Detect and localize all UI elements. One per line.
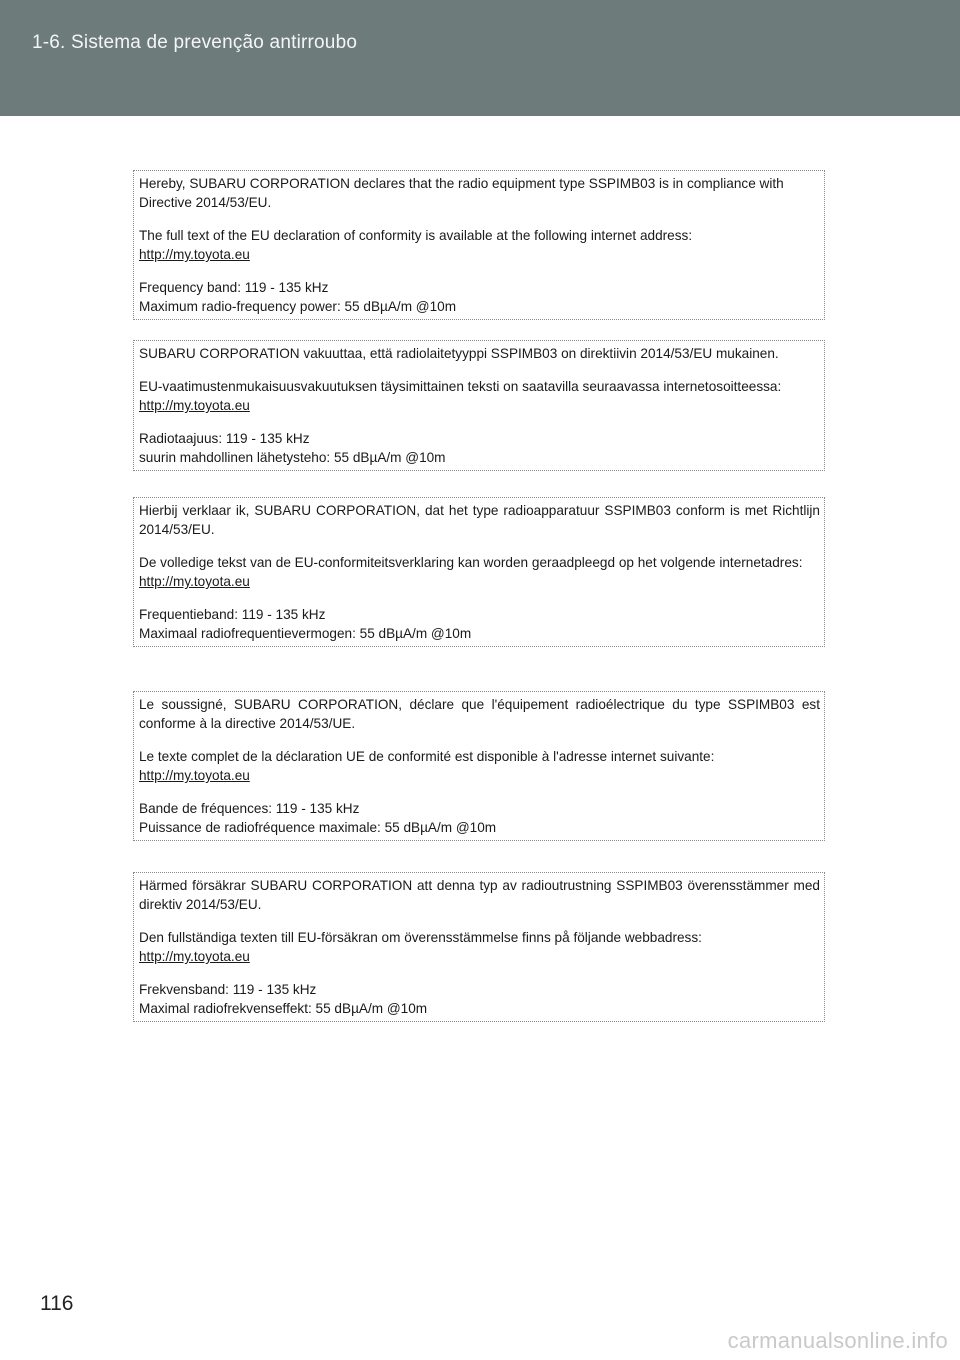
declaration-link[interactable]: http://my.toyota.eu [139, 949, 250, 964]
frequency-band: Bande de fréquences: 119 - 135 kHz [139, 801, 360, 816]
declaration-statement: Le soussigné, SUBARU CORPORATION, déclare que l'équipement radioélectrique du type SSPIMB03 est conforme à la directive 2014/53/UE. [139, 697, 820, 731]
section-title: 1-6. Sistema de prevenção antirroubo [32, 32, 358, 53]
page-number: 116 [40, 1292, 74, 1315]
declaration-availability: The full text of the EU declaration of conformity is available at the following internet address: [139, 228, 693, 243]
frequency-band: Radiotaajuus: 119 - 135 kHz [139, 431, 310, 446]
declaration-availability: De volledige tekst van de EU-conformiteitsverklaring kan worden geraadpleegd op het volgende internetadres: [139, 555, 803, 570]
declaration-box-english [133, 170, 825, 320]
declaration-box-swedish [133, 872, 825, 1022]
declaration-statement: SUBARU CORPORATION vakuuttaa, että radiolaitetyyppi SSPIMB03 on direktiivin 2014/53/EU mukainen. [139, 346, 779, 361]
declaration-box-dutch [133, 497, 825, 647]
declaration-link[interactable]: http://my.toyota.eu [139, 574, 250, 589]
declaration-availability: Den fullständiga texten till EU-försäkran om överensstämmelse finns på följande webbadress: [139, 930, 702, 945]
declaration-link[interactable]: http://my.toyota.eu [139, 768, 250, 783]
declaration-box-french [133, 691, 825, 841]
declaration-statement: Härmed försäkrar SUBARU CORPORATION att denna typ av radioutrustning SSPIMB03 överensstämmer med direktiv 2014/53/EU. [139, 878, 820, 912]
max-power: Puissance de radiofréquence maximale: 55 dBµA/m @10m [139, 820, 497, 835]
frequency-band: Frekvensband: 119 - 135 kHz [139, 982, 317, 997]
max-power: Maximum radio-frequency power: 55 dBµA/m @10m [139, 299, 457, 314]
declaration-availability: Le texte complet de la déclaration UE de conformité est disponible à l'adresse internet suivante: [139, 749, 715, 764]
max-power: Maximal radiofrekvenseffekt: 55 dBµA/m @10m [139, 1001, 428, 1016]
declaration-availability: EU-vaatimustenmukaisuusvakuutuksen täysimittainen teksti on saatavilla seuraavassa internetosoitteessa: [139, 379, 782, 394]
section-header [0, 0, 960, 116]
declaration-link[interactable]: http://my.toyota.eu [139, 247, 250, 262]
declaration-box-finnish [133, 340, 825, 471]
site-watermark: carmanualsonline.info [727, 1328, 948, 1353]
frequency-band: Frequentieband: 119 - 135 kHz [139, 607, 326, 622]
max-power: Maximaal radiofrequentievermogen: 55 dBµA/m @10m [139, 626, 472, 641]
frequency-band: Frequency band: 119 - 135 kHz [139, 280, 329, 295]
declaration-statement: Hereby, SUBARU CORPORATION declares that the radio equipment type SSPIMB03 is in compliance with Directive 2014/53/EU. [139, 176, 784, 210]
declaration-link[interactable]: http://my.toyota.eu [139, 398, 250, 413]
declaration-statement: Hierbij verklaar ik, SUBARU CORPORATION, dat het type radioapparatuur SSPIMB03 conform is met Richtlijn 2014/53/EU. [139, 503, 820, 537]
max-power: suurin mahdollinen lähetysteho: 55 dBµA/m @10m [139, 450, 446, 465]
